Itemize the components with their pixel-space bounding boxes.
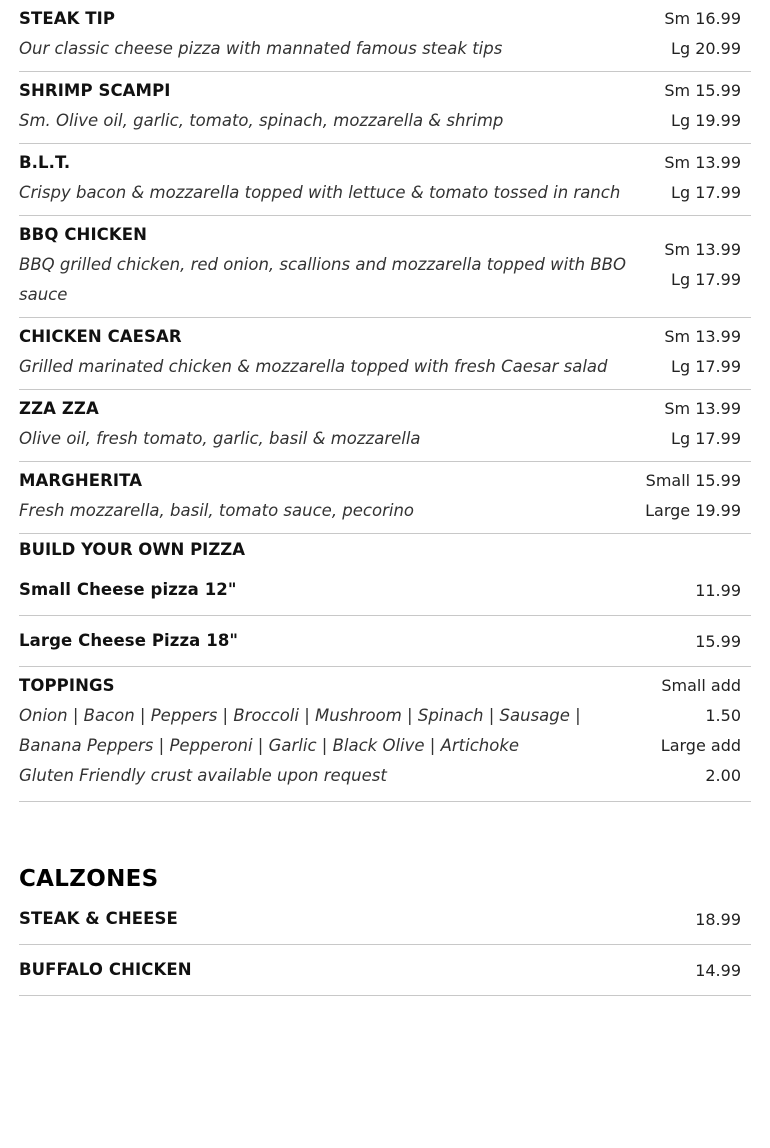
- item-description: Sm. Olive oil, garlic, tomato, spinach, mozzarella & shrimp: [19, 111, 504, 130]
- item-name: SHRIMP SCAMPI: [19, 81, 171, 100]
- item-description: Our classic cheese pizza with mannated famous steak tips: [19, 39, 503, 58]
- item-price: 14.99: [695, 960, 741, 980]
- price-small: Sm 13.99: [664, 240, 741, 259]
- price-small: Sm 15.99: [664, 81, 741, 100]
- item-price: 11.99: [695, 580, 741, 600]
- toppings-title: TOPPINGS: [19, 676, 115, 695]
- menu-item-toppings: [19, 667, 751, 802]
- small-add-label: Small add: [661, 676, 741, 695]
- menu-item-chicken-caesar: [19, 318, 751, 390]
- item-prices: [664, 235, 751, 295]
- price-large: Lg 17.99: [671, 357, 741, 376]
- price-large: Lg 19.99: [671, 111, 741, 130]
- item-description: BBQ grilled chicken, red onion, scallions and mozzarella topped with BBO sauce: [19, 255, 626, 304]
- menu-item-shrimp-scampi: [19, 72, 751, 144]
- item-name: BBQ CHICKEN: [19, 225, 148, 244]
- item-name: STEAK & CHEESE: [19, 909, 178, 928]
- menu-item-margherita: [19, 462, 751, 534]
- item-price: 15.99: [695, 631, 741, 651]
- price-small: Sm 13.99: [664, 327, 741, 346]
- item-name: CHICKEN CAESAR: [19, 327, 182, 346]
- item-prices: [664, 394, 751, 454]
- price-small: Small 15.99: [645, 471, 741, 490]
- menu-item-blt: [19, 144, 751, 216]
- item-name: Small Cheese pizza 12": [19, 580, 237, 599]
- price-large: Large 19.99: [645, 501, 741, 520]
- toppings-line-3: Gluten Friendly crust available upon request: [19, 766, 387, 785]
- price-large: Lg 17.99: [671, 429, 741, 448]
- item-prices: [664, 4, 751, 64]
- item-name: BUFFALO CHICKEN: [19, 960, 192, 979]
- menu-item-buffalo-chicken: [19, 945, 751, 996]
- item-price: 18.99: [695, 909, 741, 929]
- item-prices: [664, 322, 751, 382]
- item-name: Large Cheese Pizza 18": [19, 631, 239, 650]
- item-description: Grilled marinated chicken & mozzarella topped with fresh Caesar salad: [19, 357, 608, 376]
- menu-item-zza-zza: [19, 390, 751, 462]
- item-prices: [664, 76, 751, 136]
- menu-item-bbq-chicken: [19, 216, 751, 318]
- pizza-menu: [19, 0, 751, 996]
- item-name: ZZA ZZA: [19, 399, 99, 418]
- menu-item-large-cheese: [19, 616, 751, 667]
- large-add-label: Large add: [660, 736, 741, 755]
- toppings-line-1: Onion | Bacon | Peppers | Broccoli | Mushroom | Spinach | Sausage |: [19, 706, 581, 725]
- price-large: Lg 17.99: [671, 270, 741, 289]
- item-description: Fresh mozzarella, basil, tomato sauce, pecorino: [19, 501, 415, 520]
- item-name: STEAK TIP: [19, 9, 116, 28]
- item-description: Olive oil, fresh tomato, garlic, basil & mozzarella: [19, 429, 421, 448]
- small-add-price: 1.50: [705, 706, 741, 725]
- calzones-heading: CALZONES: [19, 866, 159, 892]
- toppings-prices: [661, 671, 751, 791]
- price-large: Lg 20.99: [671, 39, 741, 58]
- toppings-line-2: Banana Peppers | Pepperoni | Garlic | Black Olive | Artichoke: [19, 736, 520, 755]
- item-prices: [664, 148, 751, 208]
- menu-item-steak-tip: [19, 0, 751, 72]
- item-name: B.L.T.: [19, 153, 71, 172]
- menu-item-steak-cheese: [19, 894, 751, 945]
- item-name: MARGHERITA: [19, 471, 143, 490]
- price-small: Sm 13.99: [664, 399, 741, 418]
- price-large: Lg 17.99: [671, 183, 741, 202]
- price-small: Sm 16.99: [664, 9, 741, 28]
- build-your-own-title: BUILD YOUR OWN PIZZA: [19, 540, 246, 559]
- item-prices: [645, 466, 751, 526]
- price-small: Sm 13.99: [664, 153, 741, 172]
- section-spacer: [19, 802, 751, 864]
- menu-item-small-cheese: [19, 565, 751, 616]
- large-add-price: 2.00: [705, 766, 741, 785]
- item-description: Crispy bacon & mozzarella topped with lettuce & tomato tossed in ranch: [19, 183, 621, 202]
